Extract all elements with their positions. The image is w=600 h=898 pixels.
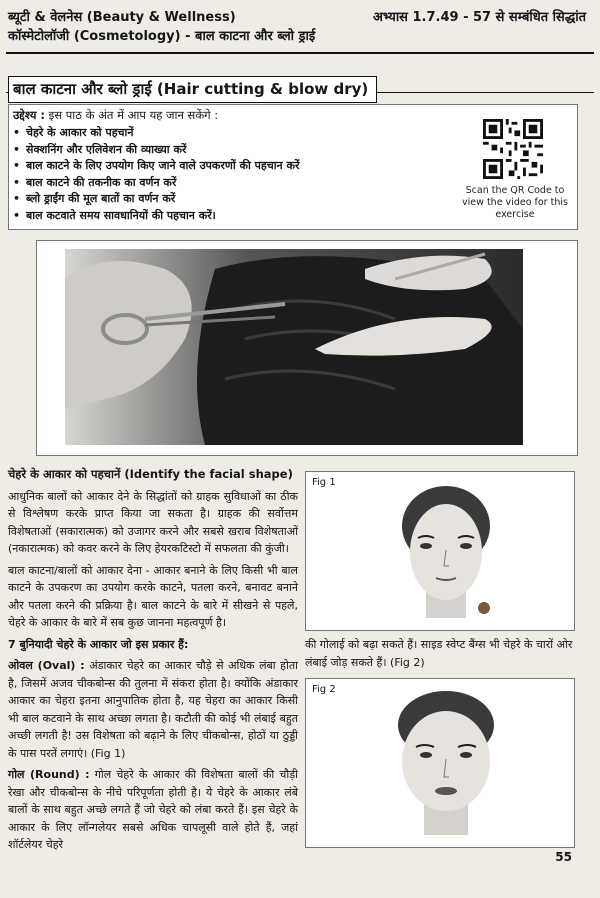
section-title: बाल काटना और ब्लो ड्राई (Hair cutting & blow dry) — [8, 76, 377, 103]
paragraph: बाल काटना/बालों को आकार देना - आकार बनाने के लिए किसी भी बाल काटने के उपकरण का उपयोग करके काटने, पतला करने, बनावट बनाने और पतला करने की प्रक्रिया है। बाल काटने के बारे में सीखने से पहले, चेहरे के आकार के बारे में सब कुछ जानना महत्वपूर्ण है। — [8, 563, 298, 629]
objective-item: • ब्लो ड्राईंग की मूल बातों का वर्णन करें — [13, 191, 299, 208]
objectives-heading — [13, 108, 218, 123]
body-left-column — [8, 466, 298, 858]
figure-1 — [305, 471, 575, 631]
objective-item: • चेहरे के आकार को पहचानें — [13, 125, 299, 142]
haircutting-photo — [65, 249, 523, 445]
objective-item: • बाल काटने की तकनीक का वर्णन करें — [13, 175, 299, 192]
oval-face-illustration — [366, 478, 526, 618]
round-text: गोल चेहरे के आकार की विशेषता बालों की चौड़ी रेखा और चीकबोन्स के नीचे परिपूर्णता होती है। ये चेहरे के आकार लंबे बालों के साथ बहुत अच्छे लगते हैं जो चेहरे को लंबा करते हैं। इस चेहरे के आकार के लिए लॉन्गलेयर सबसे अधिक चापलूसी वाले होते हैं, जहां शॉर्टलेयर चेहरे — [8, 768, 298, 851]
section-heading: चेहरे के आकार को पहचानें (Identify the facial shape) — [8, 467, 293, 481]
objective-item: • सेक्शनिंग और एलिवेशन की व्याख्या करें — [13, 142, 299, 159]
header-left — [8, 8, 315, 46]
figure-label: Fig 2 — [312, 684, 336, 695]
qr-code-icon[interactable] — [483, 119, 543, 179]
header-exercise-ref: अभ्यास 1.7.49 - 57 से सम्बंधित सिद्धांत — [372, 10, 586, 25]
page-number: 55 — [555, 850, 572, 864]
figure-label: Fig 1 — [312, 477, 336, 488]
paragraph — [8, 636, 298, 654]
objectives-label: उद्देश्य : — [13, 108, 46, 122]
objectives-intro: इस पाठ के अंत में आप यह जान सकेंगे : — [45, 108, 219, 122]
round-face-illustration — [366, 685, 526, 835]
figure-2 — [305, 678, 575, 848]
qr-caption: Scan the QR Code to view the video for this exercise — [462, 185, 568, 220]
objective-item: • बाल काटने के लिए उपयोग किए जाने वाले उपकरणों की पहचान करें — [13, 158, 299, 175]
objectives-box — [8, 104, 578, 230]
round-label: गोल (Round) : — [8, 768, 90, 781]
oval-text: अंडाकार चेहरे का आकार चौड़े से अधिक लंबा होता है, जिसमें अजव चीकबोन्स की तुलना में संकरा होता है। क्योंकि अंडाकार आकार का चेहरा इतना आनुपातिक होता है, यह चेहरा का आकार किसी भी बाल कटवाने के साथ अच्छा लगता है। कटौती की कोई भी लंबाई बहुत अच्छी लगती है! उस विशेषता को बढ़ाने के लिए चीकबोन्स, होठों या ठुड्डी के पास परतें लगाएं। (Fig 1) — [8, 659, 298, 760]
objectives-list — [13, 125, 299, 224]
paragraph: आधुनिक बालों को आकार देने के सिद्धांतों को ग्राहक सुविधाओं का ठीक से विश्लेषण करके प्राप्त किया जा सकता है। ग्राहक की सर्वोत्तम विशेषताओं (सकारात्मक) को उजागर करने और सबसे खराब विशेषताओं (नकारात्मक) को कवर करने के लिए हेयरकटिस्टो में सफलता की कुंजी। — [8, 489, 298, 555]
body-right-text: की गोलाई को बढ़ा सकते हैं। साइड स्वेप्ट बैंग्स भी चेहरे के चारों ओर लंबाई जोड़ सकते हैं। (Fig 2) — [305, 638, 573, 669]
objective-item: • बाल कटवाते समय सावधानियों की पहचान करें। — [13, 208, 299, 225]
shapes-intro: 7 बुनियादी चेहरे के आकार जो इस प्रकार हैं: — [8, 637, 189, 651]
paragraph-oval — [8, 657, 298, 762]
oval-label: ओवल (Oval) : — [8, 659, 85, 672]
header-title-line2: कॉस्मेटोलॉजी (Cosmetology) - बाल काटना और ब्लो ड्राई — [8, 29, 316, 44]
photo-frame — [36, 240, 578, 456]
header-divider — [6, 52, 594, 54]
paragraph-round — [8, 766, 298, 854]
header-title-line1: ब्यूटी & वेलनेस (Beauty & Wellness) — [8, 10, 236, 25]
